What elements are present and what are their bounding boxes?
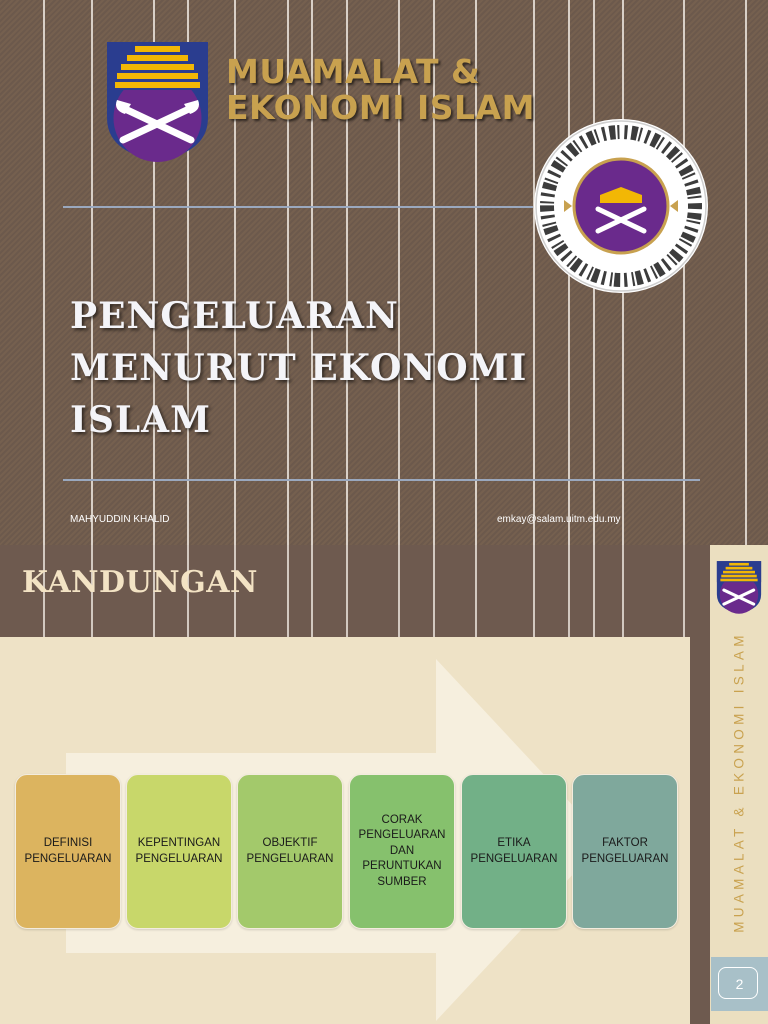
subtitle-line: ISLAM	[70, 399, 211, 442]
university-seal-icon	[532, 117, 710, 295]
topic-label-line: KEPENTINGAN	[137, 836, 221, 849]
course-title-line: MUAMALAT &	[226, 52, 481, 91]
slide-sidebar	[710, 545, 768, 1024]
topic-label-line: ETIKA	[497, 836, 531, 849]
topic-etika[interactable]	[461, 774, 567, 929]
bottom-divider	[63, 479, 700, 481]
author-email: emkay@salam.uitm.edu.my	[497, 514, 621, 525]
topic-label-line: PENGELUARAN	[358, 829, 446, 842]
topic-objektif[interactable]	[237, 774, 343, 929]
topic-label-line: SUMBER	[377, 875, 427, 888]
topic-kepentingan[interactable]	[126, 774, 232, 929]
author-name: MAHYUDDIN KHALID	[70, 514, 170, 525]
uitm-shield-logo	[105, 40, 210, 162]
subtitle-line: PENGELUARAN	[70, 295, 399, 337]
topic-label-line: CORAK	[381, 813, 423, 826]
topic-label-line: PERUNTUKAN	[362, 860, 442, 873]
presentation-subtitle	[70, 290, 527, 447]
uitm-shield-logo-small	[716, 560, 762, 614]
subtitle-line: MENURUT EKONOMI	[70, 347, 528, 390]
sidebar-course-title: MUAMALAT & EKONOMI ISLAM	[731, 631, 747, 933]
topic-label-line: PENGELUARAN	[135, 852, 223, 865]
topic-label-line: OBJEKTIF	[262, 836, 318, 849]
topic-label-line: PENGELUARAN	[246, 852, 334, 865]
course-title-line: EKONOMI ISLAM	[226, 88, 535, 128]
top-divider	[63, 206, 533, 208]
contents-heading: KANDUNGAN	[22, 565, 258, 600]
topic-definisi[interactable]	[15, 774, 121, 929]
page-number: 2	[735, 976, 744, 992]
topic-label-line: DAN	[389, 844, 415, 857]
topic-faktor[interactable]	[572, 774, 678, 929]
contents-diagram	[0, 637, 690, 1024]
topic-label-line: FAKTOR	[602, 836, 648, 849]
topic-label-line: DEFINISI	[43, 836, 93, 849]
course-title	[226, 54, 535, 127]
topic-corak[interactable]	[349, 774, 455, 929]
contents-slide	[0, 545, 768, 1024]
topic-label-line: PENGELUARAN	[24, 852, 112, 865]
page-number-tab	[711, 957, 768, 1011]
topic-label-line: PENGELUARAN	[470, 852, 558, 865]
topic-label-line: PENGELUARAN	[581, 852, 669, 865]
